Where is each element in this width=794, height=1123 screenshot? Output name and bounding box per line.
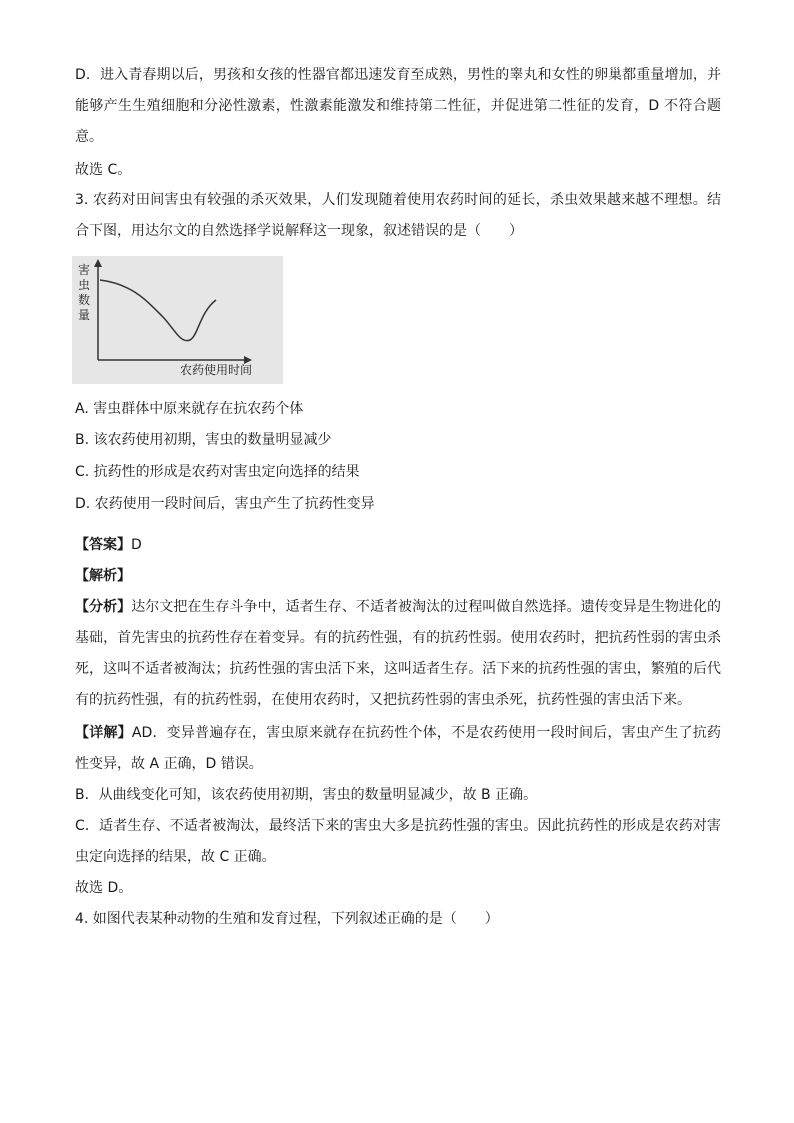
option-c: C. 抗药性的形成是农药对害虫定向选择的结果 (75, 464, 360, 480)
pest-curve-graph (72, 256, 283, 384)
prev-conclusion: 故选 C。 (75, 162, 132, 178)
answer-tag: 【答案】 (75, 537, 131, 553)
y-axis-label-2: 虫 (78, 278, 91, 292)
option-b-explanation: B．从曲线变化可知，该农药使用初期，害虫的数量明显减少，故 B 正确。 (75, 787, 538, 803)
answer-line (75, 535, 142, 555)
analysis-heading: 【解析】 (75, 568, 131, 584)
x-axis-label: 农药使用时间 (180, 363, 253, 377)
answer-value: D (131, 537, 142, 553)
option-c-explanation: C．适者生存、不适者被淘汰，最终活下来的害虫大多是抗药性强的害虫。因此抗药性的形成是农药对害虫定向选择的结果，故 C 正确。 (75, 818, 721, 865)
option-b: B. 该农药使用初期，害虫的数量明显减少 (75, 432, 332, 448)
fenxi-paragraph (75, 592, 721, 716)
fenxi-tag: 【分析】 (75, 599, 132, 615)
xiangjie-paragraph (75, 718, 721, 780)
fenxi-text: 达尔文把在生存斗争中，适者生存、不适者被淘汰的过程叫做自然选择。遗传变异是生物进化的基础，首先害虫的抗药性存在着变异。有的抗药性强，有的抗药性弱。使用农药时，把抗药性弱的害虫杀死，这叫不适者被淘汰；抗药性强的害虫活下来，这叫适者生存。活下来的抗药性强的害虫，繁殖的后代有的抗药性强，有的抗药性弱，在使用农药时，又把抗药性弱的害虫杀死，抗药性强的害虫活下来。 (75, 599, 722, 708)
y-axis-label-1: 害 (78, 263, 91, 277)
xiangjie-text: AD．变异普遍存在，害虫原来就存在抗药性个体，不是农药使用一段时间后，害虫产生了抗药性变异，故 A 正确，D 错误。 (75, 725, 722, 772)
y-axis-arrow (94, 259, 102, 267)
question-3-stem: 3. 农药对田间害虫有较强的杀灭效果，人们发现随着使用农药时间的延长，杀虫效果越来越不理想。结合下图，用达尔文的自然选择学说解释这一现象，叙述错误的是（ ） (75, 192, 721, 239)
option-a: A. 害虫群体中原来就存在抗农药个体 (75, 401, 304, 417)
y-axis-label-3: 数 (78, 293, 91, 307)
y-axis-label-4: 量 (78, 308, 91, 322)
pesticide-figure (72, 256, 283, 384)
pest-curve (100, 280, 216, 341)
question-4-stem: 4. 如图代表某种动物的生殖和发育过程，下列叙述正确的是（ ） (75, 911, 499, 927)
q3-conclusion: 故选 D。 (75, 880, 133, 896)
option-d: D. 农药使用一段时间后，害虫产生了抗药性变异 (75, 496, 375, 512)
xiangjie-tag: 【详解】 (75, 725, 132, 741)
prev-option-d-explanation: D．进入青春期以后，男孩和女孩的性器官都迅速发育至成熟，男性的睾丸和女性的卵巢都重量增加，并能够产生生殖细胞和分泌性激素，性激素能激发和维持第二性征，并促进第二性征的发育，D 不符合题意。 (75, 67, 721, 145)
